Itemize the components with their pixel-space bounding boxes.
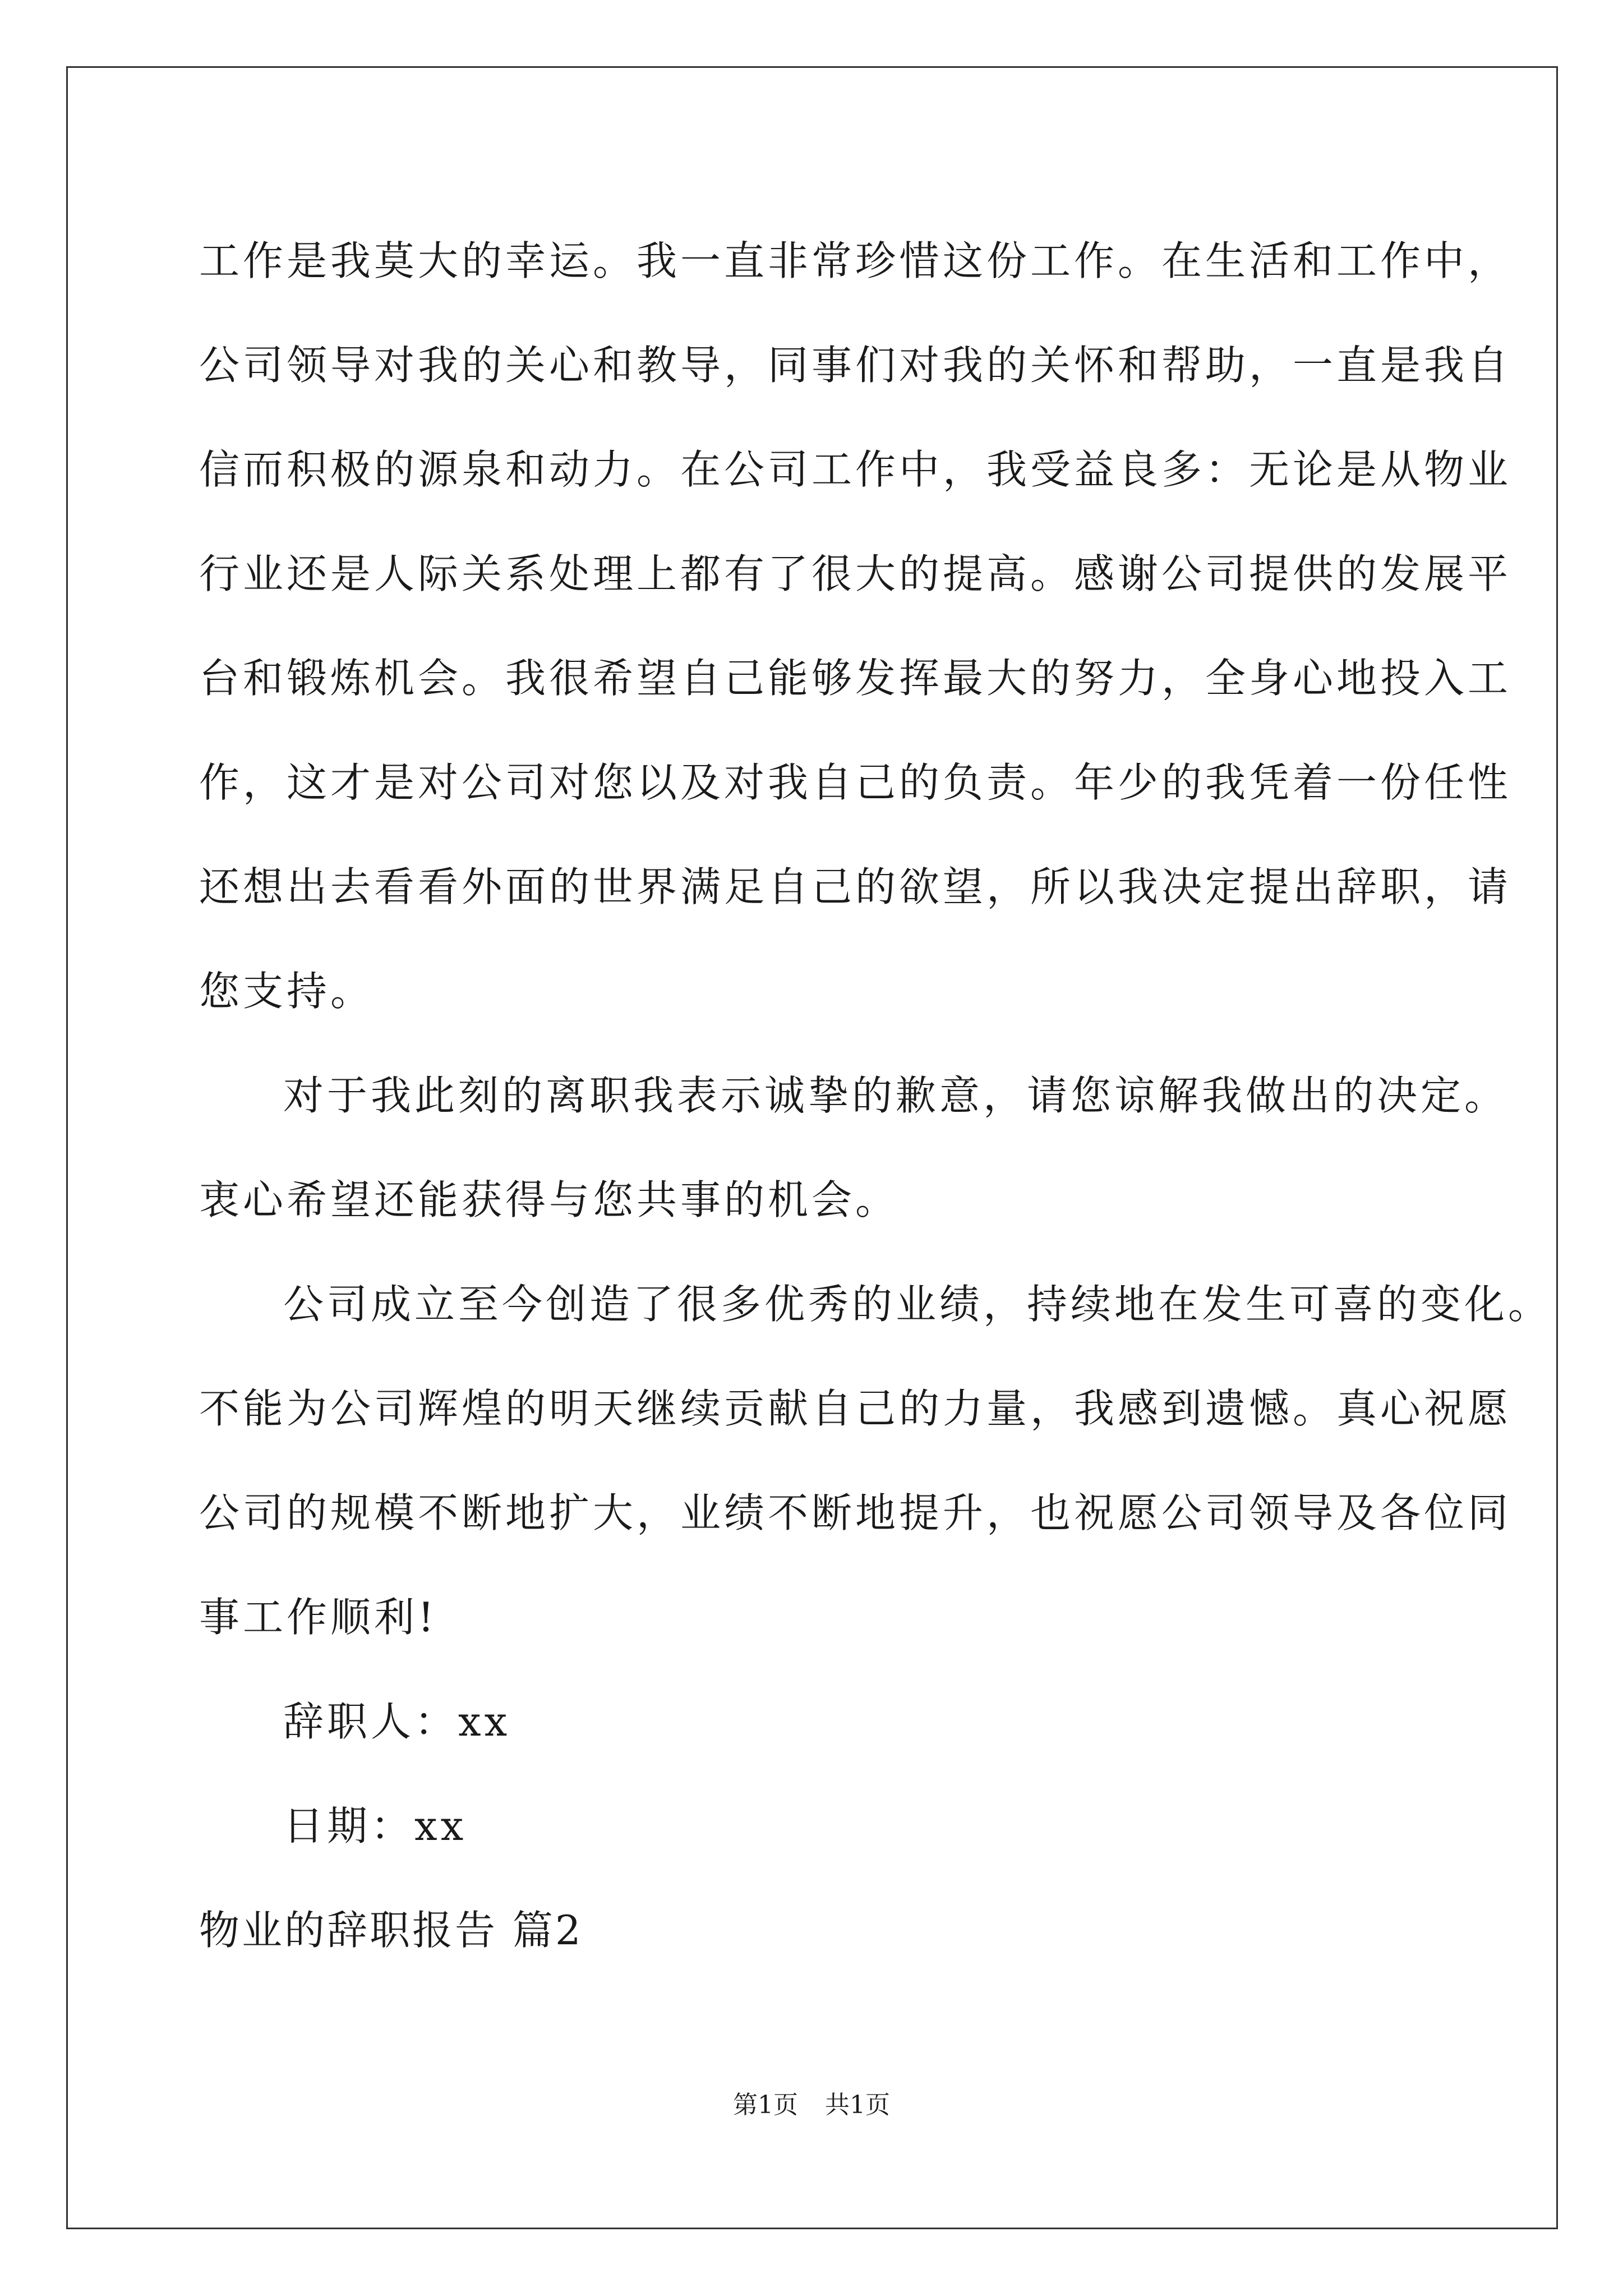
body-line-7: 还想出去看看外面的世界满足自己的欲望，所以我决定提出辞职，请 [199, 863, 1512, 910]
section-title: 物业的辞职报告 篇2 [199, 1907, 583, 1954]
body-line-10: 衷心希望还能获得与您共事的机会。 [199, 1176, 900, 1223]
body-line-2: 公司领导对我的关心和教导，同事们对我的关怀和帮助，一直是我自 [199, 342, 1512, 389]
body-line-12: 不能为公司辉煌的明天继续贡献自己的力量，我感到遗憾。真心祝愿 [199, 1385, 1512, 1432]
date-line: 日期：xx [283, 1802, 467, 1849]
page-footer [0, 2085, 1623, 2120]
page-number-current: 第1页 [733, 2091, 798, 2119]
body-line-1: 工作是我莫大的幸运。我一直非常珍惜这份工作。在生活和工作中， [199, 237, 1512, 284]
body-line-9: 对于我此刻的离职我表示诚挚的歉意，请您谅解我做出的决定。 [283, 1072, 1509, 1119]
page-number-total: 共1页 [825, 2091, 890, 2119]
body-line-11: 公司成立至今创造了很多优秀的业绩，持续地在发生可喜的变化。 [283, 1281, 1552, 1328]
document-body [199, 209, 1552, 1982]
body-line-4: 行业还是人际关系处理上都有了很大的提高。感谢公司提供的发展平 [199, 550, 1512, 597]
body-line-14: 事工作顺利! [199, 1594, 437, 1641]
body-line-6: 作，这才是对公司对您以及对我自己的负责。年少的我凭着一份任性 [199, 759, 1512, 806]
body-line-8: 您支持。 [199, 968, 375, 1015]
body-line-13: 公司的规模不断地扩大，业绩不断地提升，也祝愿公司领导及各位同 [199, 1489, 1512, 1536]
body-line-3: 信而积极的源泉和动力。在公司工作中，我受益良多：无论是从物业 [199, 446, 1512, 493]
body-line-5: 台和锻炼机会。我很希望自己能够发挥最大的努力，全身心地投入工 [199, 655, 1512, 702]
resigner-line: 辞职人：xx [283, 1698, 511, 1745]
